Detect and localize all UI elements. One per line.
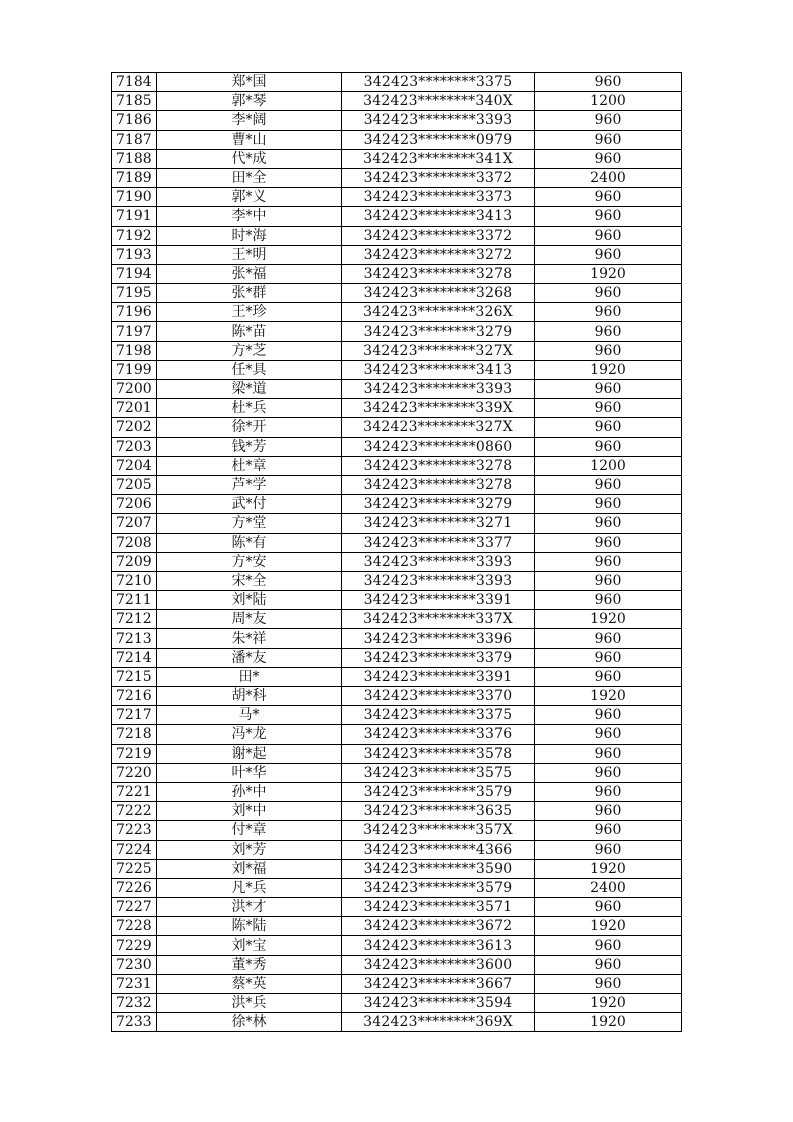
table-row: [112, 73, 682, 92]
table-row: [112, 360, 682, 379]
row-number-cell: 7225: [112, 859, 157, 878]
id-number-cell: 342423********3413: [342, 360, 535, 379]
amount-cell: 960: [535, 111, 682, 130]
row-number-cell: 7222: [112, 802, 157, 821]
id-number-cell: 342423********3393: [342, 552, 535, 571]
table-row: [112, 380, 682, 399]
row-number-cell: 7207: [112, 514, 157, 533]
table-row: [112, 188, 682, 207]
table-row: [112, 648, 682, 667]
amount-cell: 960: [535, 495, 682, 514]
amount-cell: 1920: [535, 264, 682, 283]
subsidy-table: [111, 72, 682, 1032]
name-cell: 王*珍: [157, 303, 342, 322]
table-row: [112, 936, 682, 955]
id-number-cell: 342423********3391: [342, 591, 535, 610]
amount-cell: 960: [535, 936, 682, 955]
name-cell: 周*友: [157, 610, 342, 629]
name-cell: 梁*道: [157, 380, 342, 399]
amount-cell: 960: [535, 475, 682, 494]
id-number-cell: 342423********3379: [342, 648, 535, 667]
amount-cell: 960: [535, 149, 682, 168]
table-row: [112, 303, 682, 322]
table-row: [112, 514, 682, 533]
name-cell: 孙*中: [157, 782, 342, 801]
amount-cell: 960: [535, 130, 682, 149]
id-number-cell: 342423********3375: [342, 73, 535, 92]
row-number-cell: 7200: [112, 380, 157, 399]
name-cell: 刘*宝: [157, 936, 342, 955]
amount-cell: 960: [535, 418, 682, 437]
table-row: [112, 1013, 682, 1032]
table-row: [112, 667, 682, 686]
row-number-cell: 7226: [112, 878, 157, 897]
name-cell: 任*具: [157, 360, 342, 379]
table-row: [112, 475, 682, 494]
row-number-cell: 7195: [112, 284, 157, 303]
amount-cell: 960: [535, 303, 682, 322]
amount-cell: 1920: [535, 859, 682, 878]
id-number-cell: 342423********326X: [342, 303, 535, 322]
table-row: [112, 92, 682, 111]
id-number-cell: 342423********3667: [342, 974, 535, 993]
amount-cell: 960: [535, 629, 682, 648]
name-cell: 潘*友: [157, 648, 342, 667]
row-number-cell: 7201: [112, 399, 157, 418]
row-number-cell: 7218: [112, 725, 157, 744]
id-number-cell: 342423********3393: [342, 571, 535, 590]
name-cell: 郭*义: [157, 188, 342, 207]
table-row: [112, 859, 682, 878]
id-number-cell: 342423********3578: [342, 744, 535, 763]
row-number-cell: 7215: [112, 667, 157, 686]
name-cell: 叶*华: [157, 763, 342, 782]
id-number-cell: 342423********369X: [342, 1013, 535, 1032]
name-cell: 凡*兵: [157, 878, 342, 897]
row-number-cell: 7194: [112, 264, 157, 283]
name-cell: 田*全: [157, 168, 342, 187]
row-number-cell: 7216: [112, 687, 157, 706]
name-cell: 刘*陆: [157, 591, 342, 610]
table-row: [112, 322, 682, 341]
amount-cell: 960: [535, 245, 682, 264]
id-number-cell: 342423********357X: [342, 821, 535, 840]
id-number-cell: 342423********3370: [342, 687, 535, 706]
table-row: [112, 284, 682, 303]
row-number-cell: 7206: [112, 495, 157, 514]
name-cell: 芦*学: [157, 475, 342, 494]
id-number-cell: 342423********3413: [342, 207, 535, 226]
row-number-cell: 7227: [112, 898, 157, 917]
row-number-cell: 7228: [112, 917, 157, 936]
id-number-cell: 342423********3377: [342, 533, 535, 552]
id-number-cell: 342423********3279: [342, 322, 535, 341]
table-row: [112, 130, 682, 149]
amount-cell: 960: [535, 802, 682, 821]
row-number-cell: 7203: [112, 437, 157, 456]
name-cell: 李*阔: [157, 111, 342, 130]
row-number-cell: 7213: [112, 629, 157, 648]
row-number-cell: 7193: [112, 245, 157, 264]
row-number-cell: 7202: [112, 418, 157, 437]
name-cell: 郑*国: [157, 73, 342, 92]
table-row: [112, 264, 682, 283]
id-number-cell: 342423********3375: [342, 706, 535, 725]
row-number-cell: 7196: [112, 303, 157, 322]
table-row: [112, 725, 682, 744]
name-cell: 张*群: [157, 284, 342, 303]
name-cell: 陈*陆: [157, 917, 342, 936]
row-number-cell: 7188: [112, 149, 157, 168]
row-number-cell: 7230: [112, 955, 157, 974]
table-row: [112, 898, 682, 917]
name-cell: 武*付: [157, 495, 342, 514]
name-cell: 蔡*英: [157, 974, 342, 993]
row-number-cell: 7190: [112, 188, 157, 207]
amount-cell: 960: [535, 725, 682, 744]
table-row: [112, 207, 682, 226]
name-cell: 宋*全: [157, 571, 342, 590]
amount-cell: 960: [535, 782, 682, 801]
amount-cell: 1200: [535, 92, 682, 111]
table-row: [112, 917, 682, 936]
amount-cell: 960: [535, 571, 682, 590]
name-cell: 董*秀: [157, 955, 342, 974]
row-number-cell: 7197: [112, 322, 157, 341]
amount-cell: 960: [535, 533, 682, 552]
row-number-cell: 7232: [112, 994, 157, 1013]
id-number-cell: 342423********3272: [342, 245, 535, 264]
amount-cell: 960: [535, 341, 682, 360]
name-cell: 冯*龙: [157, 725, 342, 744]
table-row: [112, 495, 682, 514]
table-row: [112, 168, 682, 187]
table-row: [112, 399, 682, 418]
amount-cell: 960: [535, 437, 682, 456]
amount-cell: 1920: [535, 1013, 682, 1032]
amount-cell: 960: [535, 763, 682, 782]
id-number-cell: 342423********3372: [342, 226, 535, 245]
id-number-cell: 342423********3278: [342, 456, 535, 475]
row-number-cell: 7185: [112, 92, 157, 111]
amount-cell: 1920: [535, 360, 682, 379]
name-cell: 徐*林: [157, 1013, 342, 1032]
row-number-cell: 7210: [112, 571, 157, 590]
table-row: [112, 610, 682, 629]
table-row: [112, 687, 682, 706]
name-cell: 方*堂: [157, 514, 342, 533]
table-row: [112, 571, 682, 590]
table-row: [112, 802, 682, 821]
amount-cell: 960: [535, 322, 682, 341]
name-cell: 杜*兵: [157, 399, 342, 418]
amount-cell: 960: [535, 744, 682, 763]
amount-cell: 960: [535, 648, 682, 667]
name-cell: 钱*芳: [157, 437, 342, 456]
row-number-cell: 7217: [112, 706, 157, 725]
amount-cell: 960: [535, 821, 682, 840]
id-number-cell: 342423********341X: [342, 149, 535, 168]
row-number-cell: 7192: [112, 226, 157, 245]
name-cell: 张*福: [157, 264, 342, 283]
row-number-cell: 7209: [112, 552, 157, 571]
table-row: [112, 341, 682, 360]
name-cell: 徐*开: [157, 418, 342, 437]
id-number-cell: 342423********327X: [342, 418, 535, 437]
amount-cell: 960: [535, 188, 682, 207]
table-row: [112, 456, 682, 475]
id-number-cell: 342423********3635: [342, 802, 535, 821]
id-number-cell: 342423********3278: [342, 264, 535, 283]
name-cell: 谢*起: [157, 744, 342, 763]
name-cell: 时*海: [157, 226, 342, 245]
table-row: [112, 149, 682, 168]
id-number-cell: 342423********0979: [342, 130, 535, 149]
table-body: [112, 73, 682, 1032]
id-number-cell: 342423********3393: [342, 380, 535, 399]
name-cell: 代*成: [157, 149, 342, 168]
table-row: [112, 994, 682, 1013]
id-number-cell: 342423********3594: [342, 994, 535, 1013]
row-number-cell: 7191: [112, 207, 157, 226]
row-number-cell: 7220: [112, 763, 157, 782]
amount-cell: 960: [535, 284, 682, 303]
table-row: [112, 629, 682, 648]
amount-cell: 960: [535, 380, 682, 399]
id-number-cell: 342423********3590: [342, 859, 535, 878]
table-row: [112, 706, 682, 725]
amount-cell: 960: [535, 898, 682, 917]
table-row: [112, 245, 682, 264]
amount-cell: 960: [535, 706, 682, 725]
row-number-cell: 7223: [112, 821, 157, 840]
row-number-cell: 7231: [112, 974, 157, 993]
id-number-cell: 342423********3373: [342, 188, 535, 207]
row-number-cell: 7224: [112, 840, 157, 859]
id-number-cell: 342423********3396: [342, 629, 535, 648]
amount-cell: 960: [535, 514, 682, 533]
row-number-cell: 7221: [112, 782, 157, 801]
amount-cell: 2400: [535, 168, 682, 187]
row-number-cell: 7199: [112, 360, 157, 379]
amount-cell: 1200: [535, 456, 682, 475]
table-row: [112, 418, 682, 437]
id-number-cell: 342423********3391: [342, 667, 535, 686]
id-number-cell: 342423********3579: [342, 878, 535, 897]
amount-cell: 960: [535, 552, 682, 571]
id-number-cell: 342423********3600: [342, 955, 535, 974]
id-number-cell: 342423********3579: [342, 782, 535, 801]
table-row: [112, 226, 682, 245]
id-number-cell: 342423********3613: [342, 936, 535, 955]
id-number-cell: 342423********4366: [342, 840, 535, 859]
id-number-cell: 342423********3393: [342, 111, 535, 130]
id-number-cell: 342423********3271: [342, 514, 535, 533]
amount-cell: 1920: [535, 687, 682, 706]
id-number-cell: 342423********3278: [342, 475, 535, 494]
id-number-cell: 342423********3672: [342, 917, 535, 936]
name-cell: 刘*福: [157, 859, 342, 878]
table-row: [112, 591, 682, 610]
id-number-cell: 342423********3279: [342, 495, 535, 514]
name-cell: 田*: [157, 667, 342, 686]
amount-cell: 960: [535, 399, 682, 418]
name-cell: 洪*兵: [157, 994, 342, 1013]
row-number-cell: 7219: [112, 744, 157, 763]
table-row: [112, 533, 682, 552]
name-cell: 方*芝: [157, 341, 342, 360]
table-row: [112, 782, 682, 801]
name-cell: 杜*章: [157, 456, 342, 475]
amount-cell: 960: [535, 840, 682, 859]
name-cell: 曹*山: [157, 130, 342, 149]
name-cell: 刘*芳: [157, 840, 342, 859]
table-row: [112, 763, 682, 782]
id-number-cell: 342423********337X: [342, 610, 535, 629]
table-row: [112, 955, 682, 974]
amount-cell: 960: [535, 226, 682, 245]
table-row: [112, 111, 682, 130]
name-cell: 朱*祥: [157, 629, 342, 648]
id-number-cell: 342423********3571: [342, 898, 535, 917]
name-cell: 胡*科: [157, 687, 342, 706]
id-number-cell: 342423********3268: [342, 284, 535, 303]
amount-cell: 1920: [535, 610, 682, 629]
table-row: [112, 552, 682, 571]
id-number-cell: 342423********0860: [342, 437, 535, 456]
row-number-cell: 7211: [112, 591, 157, 610]
name-cell: 洪*才: [157, 898, 342, 917]
amount-cell: 1920: [535, 917, 682, 936]
name-cell: 李*中: [157, 207, 342, 226]
row-number-cell: 7187: [112, 130, 157, 149]
id-number-cell: 342423********3575: [342, 763, 535, 782]
row-number-cell: 7186: [112, 111, 157, 130]
id-number-cell: 342423********327X: [342, 341, 535, 360]
name-cell: 王*明: [157, 245, 342, 264]
table-row: [112, 744, 682, 763]
amount-cell: 2400: [535, 878, 682, 897]
amount-cell: 960: [535, 667, 682, 686]
name-cell: 陈*苗: [157, 322, 342, 341]
table-row: [112, 840, 682, 859]
row-number-cell: 7189: [112, 168, 157, 187]
amount-cell: 960: [535, 955, 682, 974]
name-cell: 方*安: [157, 552, 342, 571]
name-cell: 陈*有: [157, 533, 342, 552]
amount-cell: 960: [535, 974, 682, 993]
row-number-cell: 7229: [112, 936, 157, 955]
row-number-cell: 7208: [112, 533, 157, 552]
row-number-cell: 7214: [112, 648, 157, 667]
row-number-cell: 7212: [112, 610, 157, 629]
row-number-cell: 7184: [112, 73, 157, 92]
table-row: [112, 878, 682, 897]
id-number-cell: 342423********3376: [342, 725, 535, 744]
id-number-cell: 342423********339X: [342, 399, 535, 418]
amount-cell: 960: [535, 73, 682, 92]
name-cell: 马*: [157, 706, 342, 725]
amount-cell: 1920: [535, 994, 682, 1013]
row-number-cell: 7204: [112, 456, 157, 475]
amount-cell: 960: [535, 207, 682, 226]
table-row: [112, 821, 682, 840]
id-number-cell: 342423********3372: [342, 168, 535, 187]
id-number-cell: 342423********340X: [342, 92, 535, 111]
row-number-cell: 7205: [112, 475, 157, 494]
name-cell: 郭*琴: [157, 92, 342, 111]
table-row: [112, 974, 682, 993]
name-cell: 刘*中: [157, 802, 342, 821]
name-cell: 付*章: [157, 821, 342, 840]
row-number-cell: 7233: [112, 1013, 157, 1032]
amount-cell: 960: [535, 591, 682, 610]
table-row: [112, 437, 682, 456]
row-number-cell: 7198: [112, 341, 157, 360]
